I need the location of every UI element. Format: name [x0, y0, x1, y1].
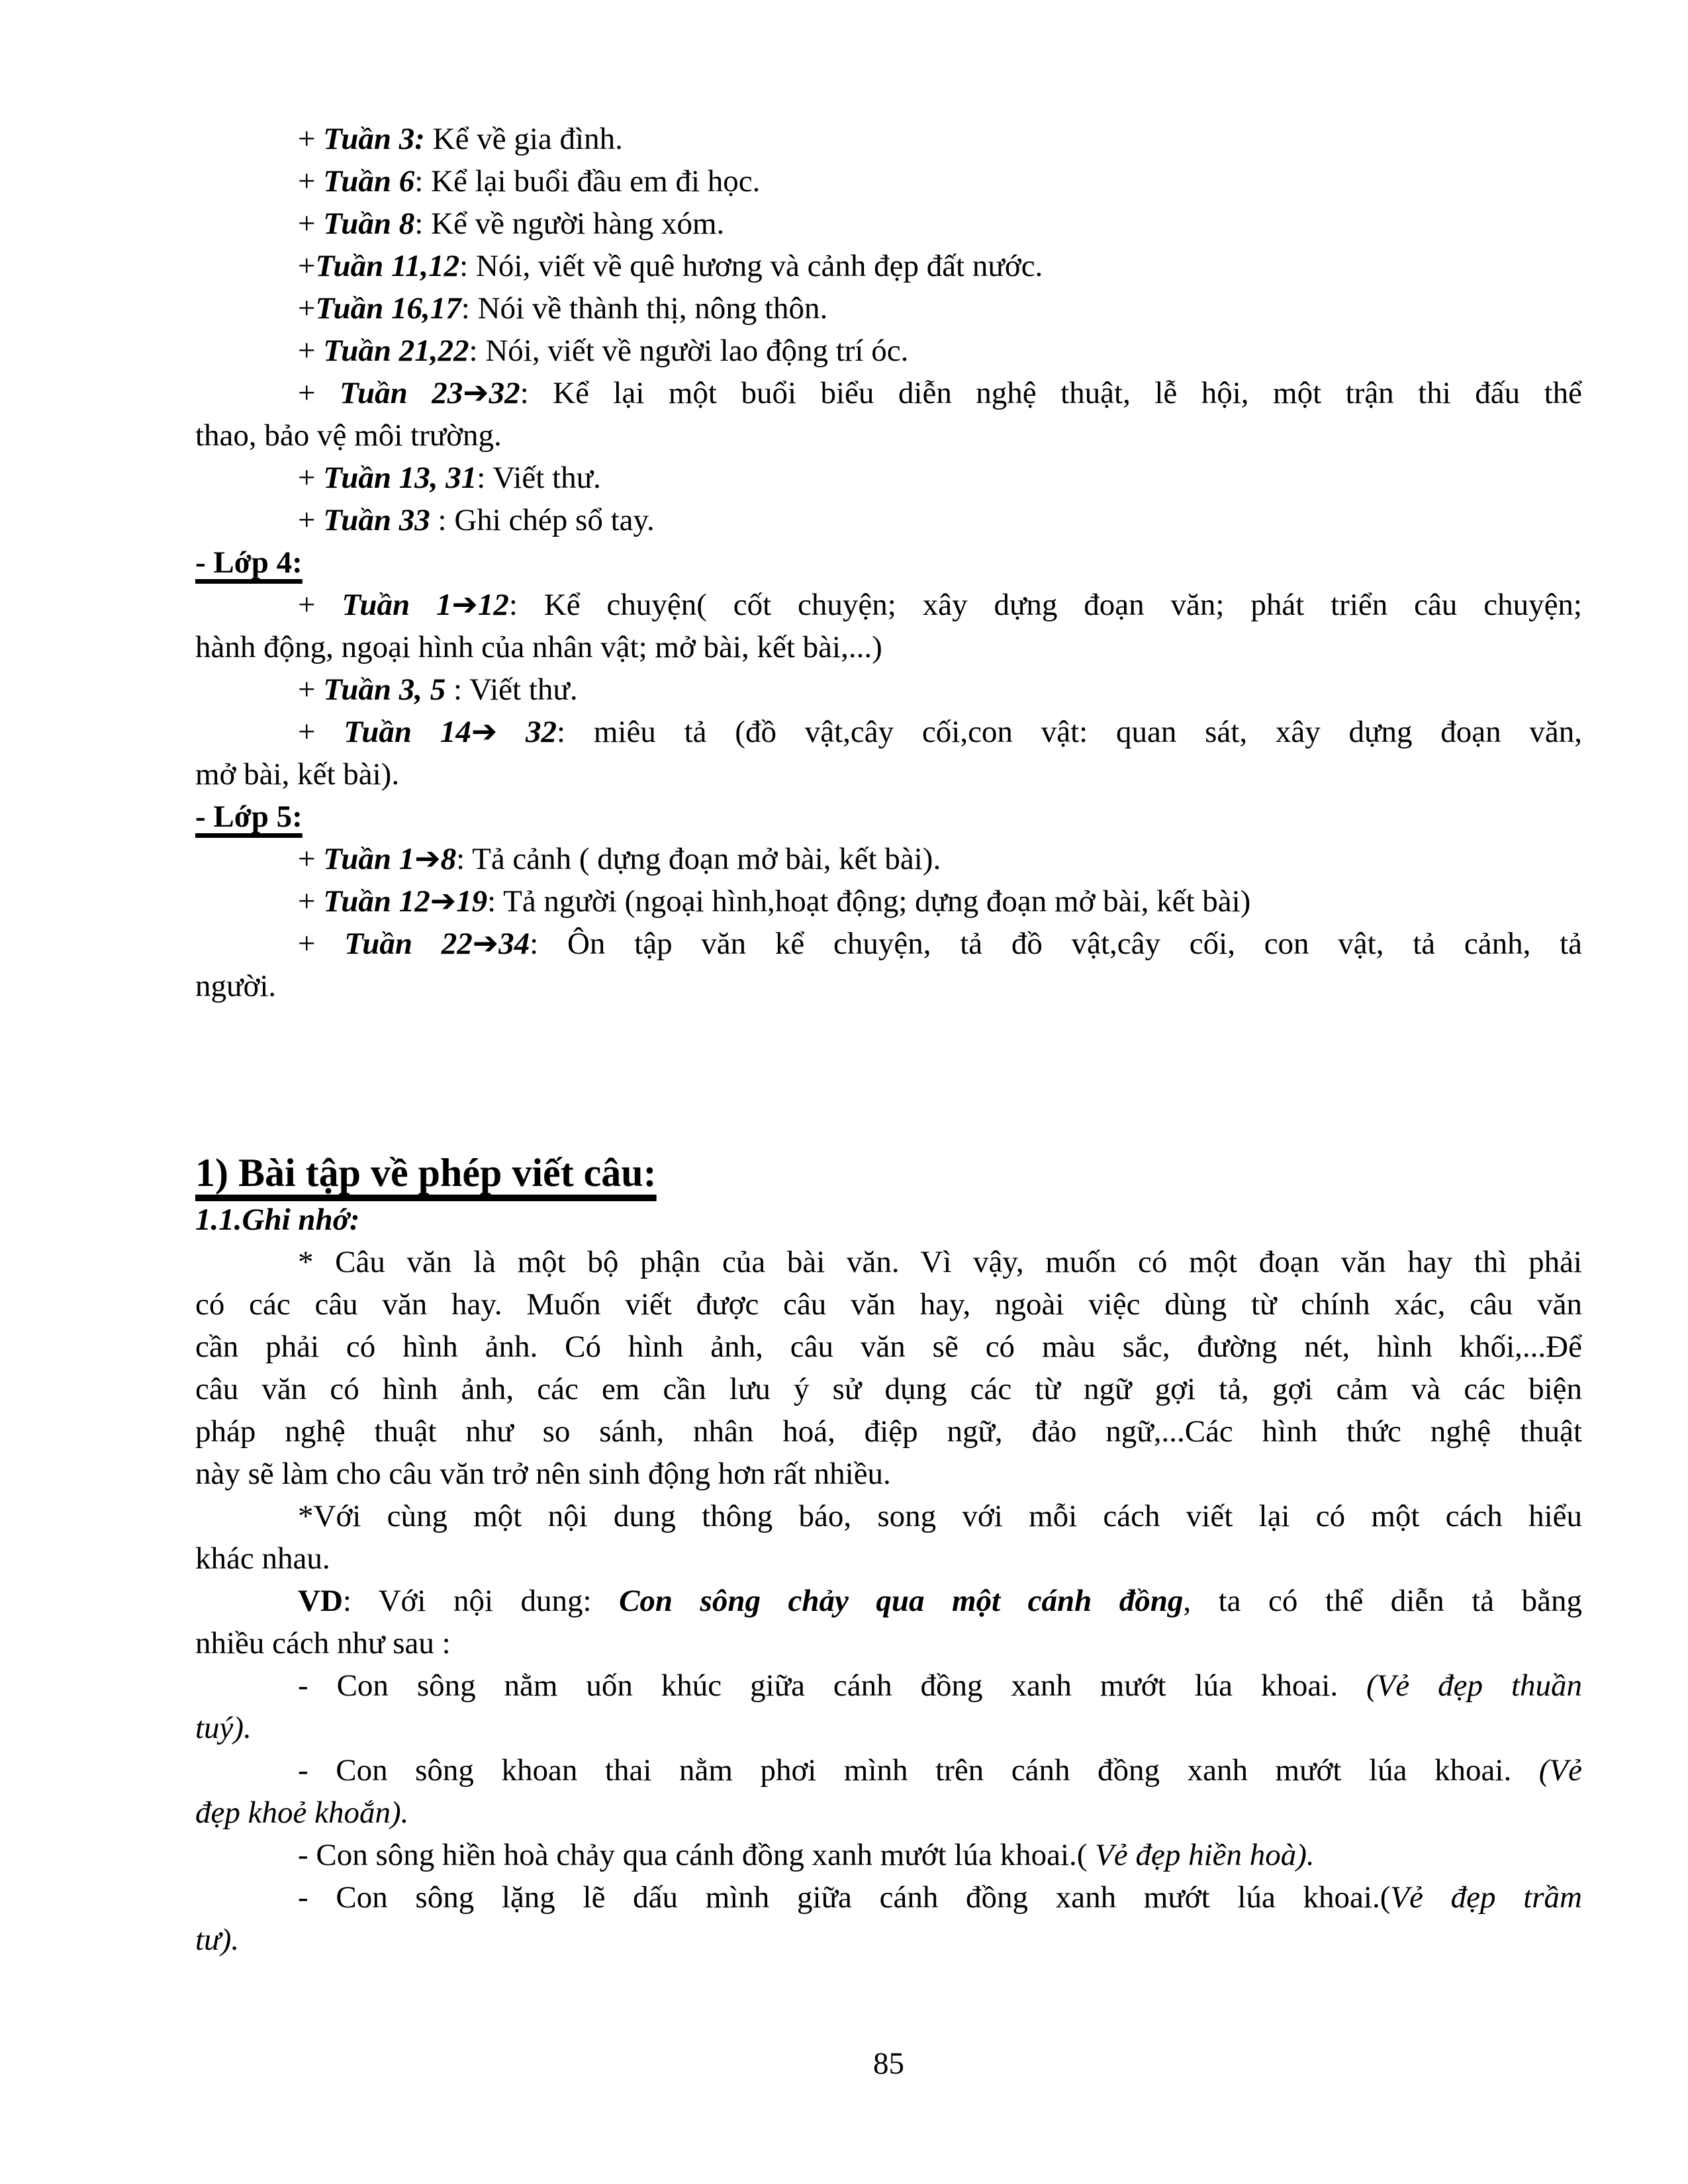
text-run: + — [298, 122, 324, 156]
arrow-icon: ➔ — [472, 925, 499, 962]
text-run: Tuần 12 — [323, 884, 430, 919]
text-run: : Kể về người hàng xóm. — [414, 206, 725, 241]
text-run: + — [298, 588, 342, 622]
text-run: + — [298, 461, 324, 495]
week-item — [195, 118, 1582, 160]
text-run: - Con sông lặng lẽ dấu mình giữa cánh đồng xanh mướt lúa khoai.( — [298, 1880, 1391, 1915]
text-run: Tuần 11,12 — [315, 249, 460, 283]
body-text — [195, 1537, 1582, 1580]
body-text — [195, 1283, 1582, 1326]
arrow-icon: ➔ — [471, 713, 498, 750]
text-run: 32 — [497, 715, 557, 749]
text-run: : Viết thư. — [477, 461, 601, 495]
text-run: Tuần 33 — [323, 503, 430, 537]
week-item-continuation — [195, 414, 1582, 457]
text-run: : Ôn tập văn kể chuyện, tả đồ vật,cây cối, con vật, tả cảnh, tả — [530, 927, 1583, 961]
text-run: (Vẻ — [1538, 1753, 1582, 1788]
body-text — [195, 1241, 1582, 1283]
week-item — [195, 160, 1582, 203]
text-run: - Lớp 5: — [195, 799, 303, 834]
text-run: + — [298, 927, 345, 961]
text-run: * Câu văn là một bộ phận của bài văn. Vì vậy, muốn có một đoạn văn hay thì phải — [298, 1245, 1582, 1279]
text-run: Vẻ đẹp hiền hoà). — [1087, 1838, 1315, 1872]
text-run: 34 — [498, 927, 530, 961]
text-run: Tuần 23 — [339, 376, 463, 410]
text-run: (Vẻ đẹp thuần — [1366, 1668, 1583, 1703]
text-run: Kể về gia đình. — [424, 122, 623, 156]
week-item-continuation — [195, 626, 1582, 668]
week-item — [195, 457, 1582, 499]
week-item — [195, 668, 1582, 711]
week-item — [195, 499, 1582, 541]
text-run: + — [298, 164, 324, 199]
text-run: mở bài, kết bài). — [195, 757, 400, 792]
text-run: nhiều cách như sau : — [195, 1626, 451, 1661]
text-run: + — [298, 715, 344, 749]
week-item — [195, 245, 1582, 287]
text-run: 1) Bài tập về phép viết câu: — [195, 1151, 657, 1195]
body-text — [195, 1410, 1582, 1453]
text-run: + — [298, 672, 324, 707]
text-run: Tuần 21,22 — [323, 334, 469, 368]
text-run: Tuần 22 — [344, 927, 473, 961]
text-run: 32 — [489, 376, 520, 410]
text-run: : Nói, viết về người lao động trí óc. — [469, 334, 909, 368]
text-run: : Viết thư. — [445, 672, 578, 707]
text-run: hành động, ngoại hình của nhân vật; mở bài, kết bài,...) — [195, 630, 882, 664]
text-run: - Con sông khoan thai nằm phơi mình trên cánh đồng xanh mướt lúa khoai. — [298, 1753, 1539, 1788]
document-body — [195, 118, 1582, 1961]
example-item — [195, 1664, 1582, 1707]
example-item-continuation — [195, 1707, 1582, 1749]
text-run: 1.1.Ghi nhớ: — [195, 1203, 360, 1237]
text-run: có các câu văn hay. Muốn viết được câu văn hay, ngoài việc dùng từ chính xác, câu văn — [195, 1287, 1582, 1322]
text-run: Tuần 16,17 — [315, 291, 461, 326]
arrow-icon: ➔ — [451, 586, 478, 623]
text-run: đẹp khoẻ khoắn). — [195, 1796, 409, 1830]
text-run: Tuần 14 — [344, 715, 471, 749]
text-run: Tuần 1 — [323, 842, 415, 876]
text-run: + — [298, 334, 324, 368]
text-run: thao, bảo vệ môi trường. — [195, 418, 502, 453]
text-run: : Kể lại một buổi biểu diễn nghệ thuật, lễ hội, một trận thi đấu thể — [520, 376, 1582, 410]
text-run: - Con sông hiền hoà chảy qua cánh đồng xanh mướt lúa khoai.( — [298, 1838, 1088, 1872]
text-run: này sẽ làm cho câu văn trở nên sinh động hơn rất nhiều. — [195, 1457, 891, 1491]
text-run: Tuần 1 — [342, 588, 452, 622]
week-item — [195, 838, 1582, 880]
text-run: + — [298, 884, 324, 919]
text-run: : Kể chuyện( cốt chuyện; xây dựng đoạn văn; phát triển câu chuyện; — [508, 588, 1582, 622]
text-run: + — [298, 376, 340, 410]
text-run: tuý). — [195, 1711, 252, 1745]
example-item-continuation — [195, 1792, 1582, 1834]
body-text — [195, 1326, 1582, 1368]
arrow-icon: ➔ — [463, 375, 489, 411]
class-5-heading — [195, 796, 1582, 838]
class-4-heading — [195, 541, 1582, 584]
text-run: + — [298, 291, 316, 326]
text-run: câu văn có hình ảnh, các em cần lưu ý sử dụng các từ ngữ gợi tả, gợi cảm và các biện — [195, 1372, 1582, 1406]
text-run: + — [298, 249, 316, 283]
text-run: *Với cùng một nội dung thông báo, song với mỗi cách viết lại có một cách hiểu — [298, 1499, 1582, 1533]
text-run: VD — [298, 1584, 343, 1618]
text-run: Tuần 3, 5 — [323, 672, 446, 707]
subsection-heading — [195, 1199, 1582, 1241]
arrow-icon: ➔ — [414, 841, 441, 877]
example-intro-continuation — [195, 1622, 1582, 1664]
body-text — [195, 1368, 1582, 1410]
body-text — [195, 1495, 1582, 1537]
example-intro — [195, 1580, 1582, 1622]
text-run: khác nhau. — [195, 1541, 330, 1576]
week-item-continuation — [195, 753, 1582, 796]
example-item — [195, 1749, 1582, 1792]
text-run: + — [298, 503, 324, 537]
section-heading — [195, 1147, 1582, 1199]
text-run: người. — [195, 969, 277, 1003]
text-run: : Nói về thành thị, nông thôn. — [461, 291, 828, 326]
text-run: : Với nội dung: — [342, 1584, 620, 1618]
text-run: : miêu tả (đồ vật,cây cối,con vật: quan sát, xây dựng đoạn văn, — [557, 715, 1582, 749]
example-item — [195, 1876, 1582, 1919]
text-run: Tuần 8 — [323, 206, 415, 241]
week-item — [195, 880, 1582, 923]
page-footer — [195, 2042, 1582, 2085]
text-run: 19 — [456, 884, 488, 919]
text-run: 8 — [440, 842, 457, 876]
text-run: Vẻ đẹp trầm — [1390, 1880, 1582, 1915]
page-number: 85 — [873, 2046, 904, 2081]
text-run: : Ghi chép sổ tay. — [430, 503, 655, 537]
text-run: Con sông chảy qua một cánh đồng — [619, 1584, 1184, 1618]
text-run: Tuần 3: — [323, 122, 425, 156]
text-run: cần phải có hình ảnh. Có hình ảnh, câu văn sẽ có màu sắc, đường nét, hình khối,...Để — [195, 1330, 1582, 1364]
text-run: : Tả cảnh ( dựng đoạn mở bài, kết bài). — [456, 842, 941, 876]
text-run: - Con sông nằm uốn khúc giữa cánh đồng xanh mướt lúa khoai. — [298, 1668, 1367, 1703]
example-item-continuation — [195, 1919, 1582, 1961]
text-run: : Tả người (ngoại hình,hoạt động; dựng đoạn mở bài, kết bài) — [487, 884, 1251, 919]
week-item — [195, 584, 1582, 626]
week-item — [195, 923, 1582, 965]
week-item — [195, 711, 1582, 753]
text-run: tư). — [195, 1923, 240, 1957]
week-item-continuation — [195, 965, 1582, 1007]
week-item — [195, 287, 1582, 330]
text-run: + — [298, 206, 324, 241]
text-run: Tuần 13, 31 — [323, 461, 477, 495]
text-run: pháp nghệ thuật như so sánh, nhân hoá, điệp ngữ, đảo ngữ,...Các hình thức nghệ thuật — [195, 1414, 1582, 1449]
example-item — [195, 1834, 1582, 1876]
week-item — [195, 372, 1582, 414]
week-item — [195, 330, 1582, 372]
text-run: , ta có thể diễn tả bằng — [1183, 1584, 1582, 1618]
text-run: : Kể lại buổi đầu em đi học. — [414, 164, 761, 199]
arrow-icon: ➔ — [430, 883, 457, 919]
text-run: + — [298, 842, 324, 876]
text-run: - Lớp 4: — [195, 545, 303, 580]
text-run: : Nói, viết về quê hương và cảnh đẹp đất nước. — [459, 249, 1043, 283]
body-text — [195, 1453, 1582, 1495]
text-run: 12 — [477, 588, 509, 622]
week-item — [195, 203, 1582, 245]
text-run: Tuần 6 — [323, 164, 415, 199]
